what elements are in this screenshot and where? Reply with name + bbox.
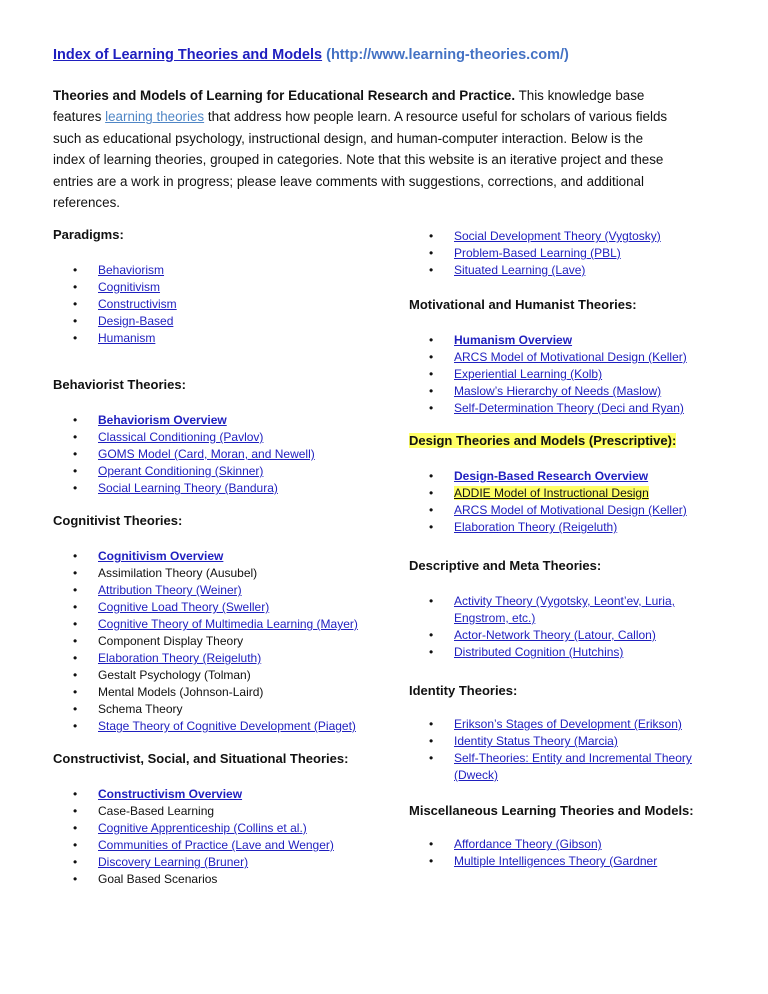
list-item[interactable]	[409, 644, 719, 661]
link-problem-based-learning[interactable]: Problem-Based Learning (PBL)	[454, 246, 621, 260]
list-item	[53, 701, 383, 718]
list-item[interactable]	[53, 582, 383, 599]
list-item[interactable]	[53, 854, 383, 871]
heading-cognitivist: Cognitivist Theories:	[53, 513, 183, 528]
text-case-based-learning: Case-Based Learning	[98, 804, 215, 818]
text-gestalt-psychology: Gestalt Psychology (Tolman)	[98, 668, 251, 682]
list-item[interactable]	[409, 733, 719, 750]
list-item[interactable]	[409, 485, 719, 502]
heading-design-text: Design Theories and Models (Prescriptive):	[409, 433, 677, 448]
link-maslow-hierarchy[interactable]: Maslow’s Hierarchy of Needs (Maslow)	[454, 384, 662, 398]
right-column	[409, 226, 719, 870]
section-design	[409, 432, 719, 557]
link-social-development-theory[interactable]: Social Development Theory (Vygtosky)	[454, 229, 661, 243]
section-behaviorist	[53, 376, 383, 512]
link-activity-theory[interactable]: Activity Theory (Vygotsky, Leont’ev, Luria, Engstrom, etc.)	[454, 594, 675, 625]
link-identity-status-theory[interactable]: Identity Status Theory (Marcia)	[454, 734, 618, 748]
list-item[interactable]	[409, 400, 719, 417]
list-design	[409, 468, 719, 536]
list-descriptive	[409, 593, 719, 661]
link-stage-theory[interactable]: Stage Theory of Cognitive Development (Piaget)	[98, 719, 356, 733]
list-item[interactable]	[53, 820, 383, 837]
intro-text-2: that address how people learn. A resource useful for scholars of various fields such as educational psychology, instructional design, and human-computer interaction. Below is the index of learning theories, grouped in categories. Note that this website is an iterative project and these entries are a work in progress; please leave comments with suggestions, corrections, and additional references.	[53, 109, 668, 211]
link-operant-conditioning[interactable]: Operant Conditioning (Skinner)	[98, 464, 264, 478]
heading-behaviorist: Behaviorist Theories:	[53, 377, 186, 392]
list-item[interactable]	[53, 786, 383, 803]
list-item[interactable]	[53, 262, 383, 279]
learning-theories-link[interactable]: learning theories	[105, 109, 205, 125]
link-cognitivism[interactable]: Cognitivism	[98, 280, 161, 294]
link-arcs-model-design[interactable]: ARCS Model of Motivational Design (Keller)	[454, 503, 687, 517]
link-situated-learning[interactable]: Situated Learning (Lave)	[454, 263, 586, 277]
link-behaviorism[interactable]: Behaviorism	[98, 263, 165, 277]
left-column	[53, 226, 383, 888]
link-cognitivism-overview[interactable]: Cognitivism Overview	[98, 549, 224, 563]
list-identity	[409, 716, 719, 784]
heading-design	[409, 432, 719, 449]
list-item[interactable]	[409, 593, 719, 627]
section-misc	[409, 802, 719, 870]
list-item[interactable]	[53, 837, 383, 854]
link-communities-of-practice[interactable]: Communities of Practice (Lave and Wenger)	[98, 838, 334, 852]
list-item[interactable]	[409, 519, 719, 536]
list-item[interactable]	[409, 716, 719, 733]
list-item[interactable]	[53, 650, 383, 667]
list-item	[53, 803, 383, 820]
list-item[interactable]	[409, 750, 719, 784]
link-attribution-theory[interactable]: Attribution Theory (Weiner)	[98, 583, 242, 597]
list-item[interactable]	[53, 279, 383, 296]
link-multiple-intelligences[interactable]: Multiple Intelligences Theory (Gardner	[454, 854, 658, 868]
heading-misc: Miscellaneous Learning Theories and Models:	[409, 803, 694, 818]
document-title	[53, 47, 569, 63]
list-item[interactable]	[409, 383, 719, 400]
heading-identity: Identity Theories:	[409, 683, 518, 698]
link-experiential-learning[interactable]: Experiential Learning (Kolb)	[454, 367, 603, 381]
list-item	[53, 684, 383, 701]
list-constructivist-continued	[409, 228, 719, 279]
link-social-learning-theory[interactable]: Social Learning Theory (Bandura)	[98, 481, 278, 495]
link-elaboration-theory-design[interactable]: Elaboration Theory (Reigeluth)	[454, 520, 618, 534]
list-item[interactable]	[53, 616, 383, 633]
link-addie-model[interactable]: ADDIE Model of Instructional Design	[454, 486, 649, 500]
link-cognitive-load-theory[interactable]: Cognitive Load Theory (Sweller)	[98, 600, 270, 614]
title-link[interactable]: Index of Learning Theories and Models	[53, 47, 323, 63]
list-misc	[409, 836, 719, 870]
list-item[interactable]	[53, 548, 383, 565]
list-item	[53, 871, 383, 888]
list-item[interactable]	[409, 349, 719, 366]
intro-lead: Theories and Models of Learning for Educational Research and Practice.	[53, 88, 516, 103]
link-goms-model[interactable]: GOMS Model (Card, Moran, and Newell)	[98, 447, 315, 461]
list-item[interactable]	[409, 245, 719, 262]
link-constructivism-overview[interactable]: Constructivism Overview	[98, 787, 243, 801]
link-erikson-stages[interactable]: Erikson’s Stages of Development (Erikson)	[454, 717, 682, 731]
list-item[interactable]	[409, 627, 719, 644]
list-item[interactable]	[53, 313, 383, 330]
link-humanism[interactable]: Humanism	[98, 331, 156, 345]
text-goal-based-scenarios: Goal Based Scenarios	[98, 872, 218, 886]
list-item[interactable]	[409, 836, 719, 853]
text-component-display-theory: Component Display Theory	[98, 634, 244, 648]
link-self-theories[interactable]: Self-Theories: Entity and Incremental Theory (Dweck)	[454, 751, 692, 782]
list-constructivist	[53, 786, 383, 888]
link-classical-conditioning[interactable]: Classical Conditioning (Pavlov)	[98, 430, 264, 444]
link-humanism-overview[interactable]: Humanism Overview	[454, 333, 573, 347]
list-item[interactable]	[53, 463, 383, 480]
section-descriptive	[409, 557, 719, 682]
link-arcs-model[interactable]: ARCS Model of Motivational Design (Keller)	[454, 350, 687, 364]
list-item[interactable]	[409, 853, 719, 870]
list-behaviorist	[53, 412, 383, 497]
list-motivational	[409, 332, 719, 417]
heading-motivational: Motivational and Humanist Theories:	[409, 297, 637, 312]
list-item	[53, 633, 383, 650]
section-paradigms	[53, 226, 383, 376]
section-constructivist	[53, 750, 383, 888]
link-cognitive-apprenticeship[interactable]: Cognitive Apprenticeship (Collins et al.)	[98, 821, 307, 835]
list-item[interactable]	[53, 296, 383, 313]
list-item[interactable]	[53, 599, 383, 616]
section-constructivist-continued	[409, 228, 719, 296]
text-mental-models: Mental Models (Johnson-Laird)	[98, 685, 264, 699]
section-motivational	[409, 296, 719, 432]
link-actor-network-theory[interactable]: Actor-Network Theory (Latour, Callon)	[454, 628, 656, 642]
heading-constructivist: Constructivist, Social, and Situational Theories:	[53, 751, 349, 766]
list-item[interactable]	[409, 332, 719, 349]
section-identity	[409, 682, 719, 802]
list-item	[53, 667, 383, 684]
list-item[interactable]	[53, 412, 383, 429]
heading-paradigms: Paradigms:	[53, 227, 124, 242]
intro-text-1: This knowledge base features	[53, 88, 645, 125]
site-url: (http://www.learning-theories.com/)	[326, 47, 569, 63]
link-discovery-learning[interactable]: Discovery Learning (Bruner)	[98, 855, 249, 869]
link-constructivism[interactable]: Constructivism	[98, 297, 177, 311]
list-item[interactable]	[53, 330, 383, 347]
list-item	[53, 565, 383, 582]
link-affordance-theory[interactable]: Affordance Theory (Gibson)	[454, 837, 602, 851]
heading-descriptive: Descriptive and Meta Theories:	[409, 558, 602, 573]
list-item[interactable]	[53, 446, 383, 463]
text-assimilation-theory: Assimilation Theory (Ausubel)	[98, 566, 258, 580]
section-cognitivist	[53, 512, 383, 750]
list-item[interactable]	[409, 228, 719, 245]
list-paradigms	[53, 262, 383, 347]
list-item[interactable]	[53, 718, 383, 735]
link-design-based-research[interactable]: Design-Based Research Overview	[454, 469, 649, 483]
list-item[interactable]	[409, 468, 719, 485]
text-schema-theory: Schema Theory	[98, 702, 183, 716]
link-elaboration-theory[interactable]: Elaboration Theory (Reigeluth)	[98, 651, 262, 665]
link-distributed-cognition[interactable]: Distributed Cognition (Hutchins)	[454, 645, 624, 659]
link-multimedia-learning[interactable]: Cognitive Theory of Multimedia Learning (Mayer)	[98, 617, 358, 631]
list-cognitivist	[53, 548, 383, 735]
list-item[interactable]	[53, 429, 383, 446]
list-item[interactable]	[53, 480, 383, 497]
link-design-based[interactable]: Design-Based	[98, 314, 174, 328]
link-behaviorism-overview[interactable]: Behaviorism Overview	[98, 413, 227, 427]
list-item[interactable]	[409, 502, 719, 519]
intro-paragraph	[53, 85, 673, 213]
list-item[interactable]	[409, 262, 719, 279]
list-item[interactable]	[409, 366, 719, 383]
link-self-determination-theory[interactable]: Self-Determination Theory (Deci and Ryan)	[454, 401, 684, 415]
